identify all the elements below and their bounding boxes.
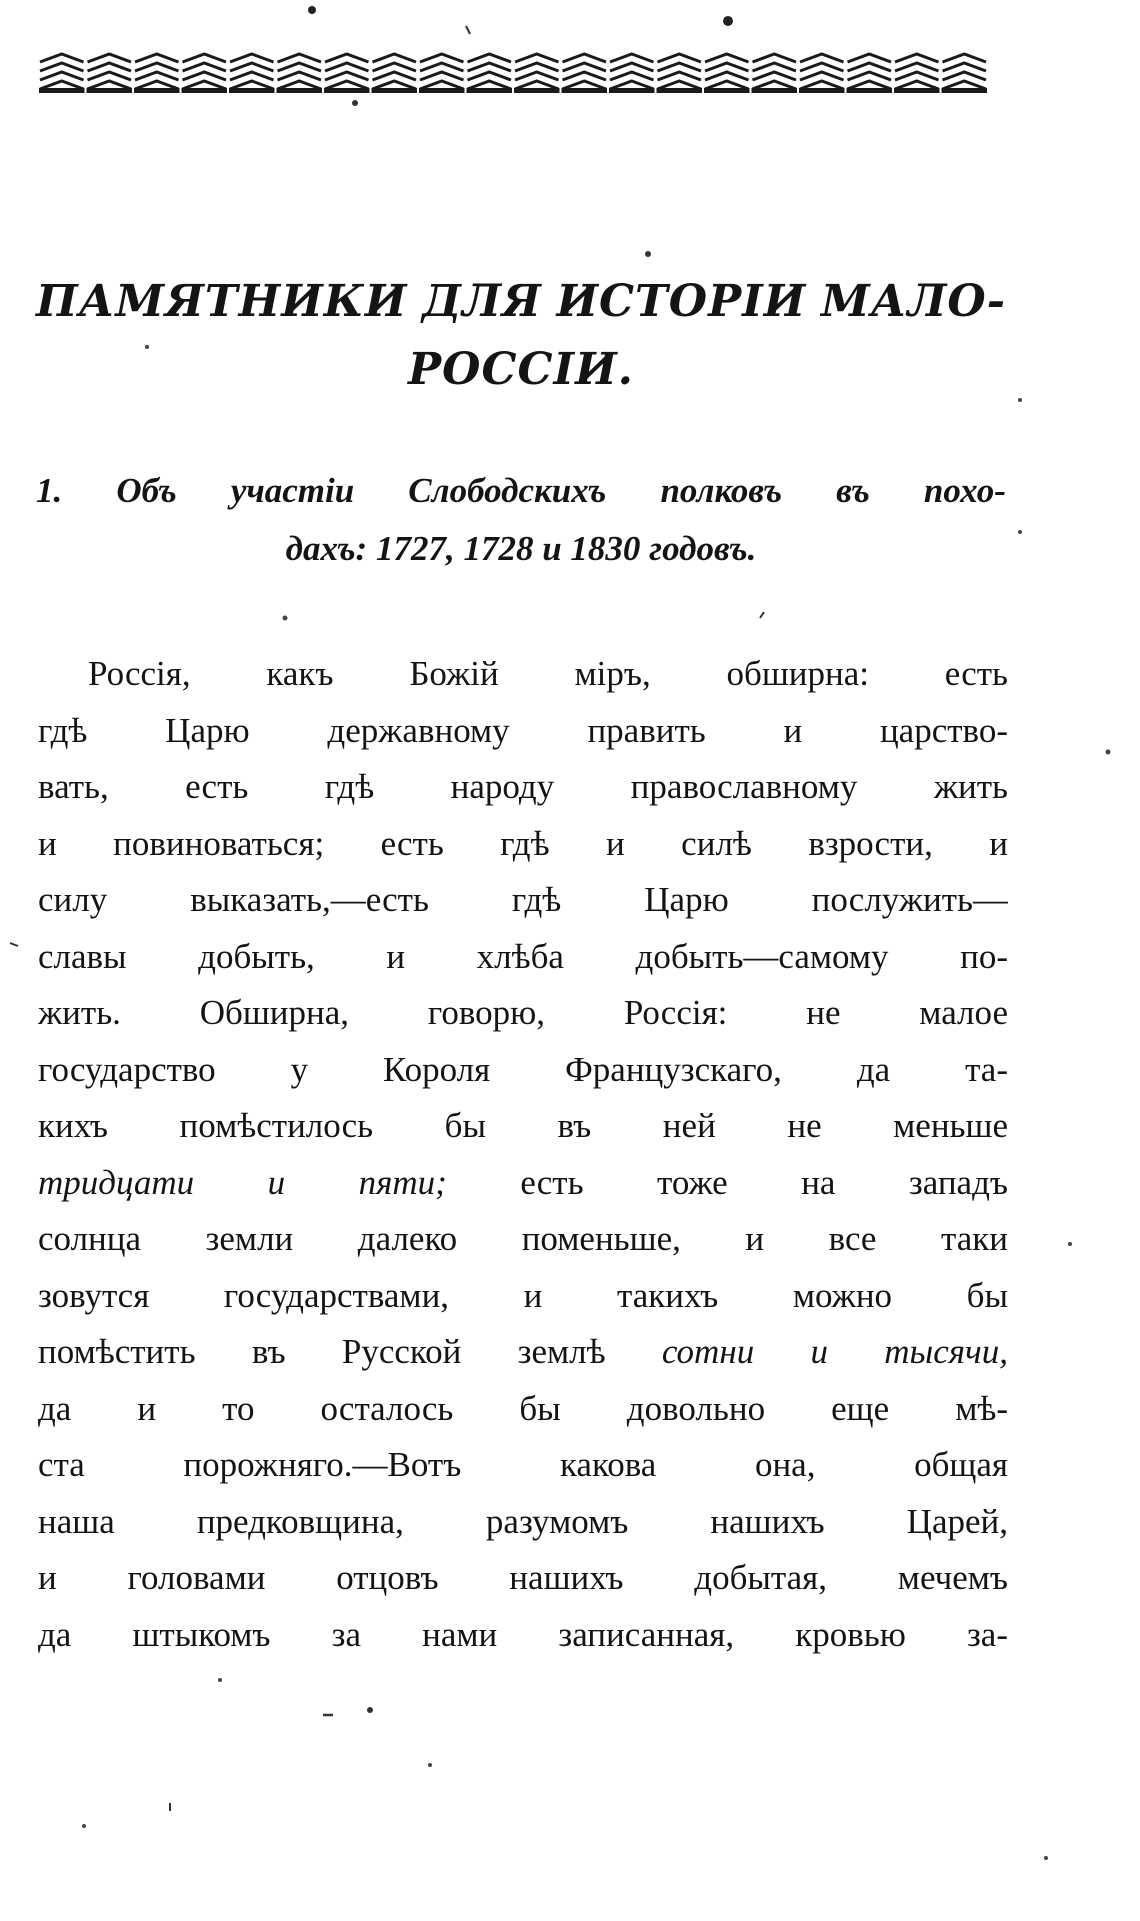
body-line-start: помѣстить въ Русской землѣ <box>38 1332 606 1371</box>
ornament-motif <box>324 54 370 93</box>
body-line: солнца земли далеко поменьше, и все таки <box>38 1219 1008 1258</box>
section-heading-word: похо- <box>923 471 1006 510</box>
ornament-motif <box>562 54 608 93</box>
section-heading-line-2: дахъ: 1727, 1728 и 1830 годовъ. <box>285 529 757 568</box>
ornament-motif <box>467 54 513 93</box>
ornament-band <box>38 48 988 96</box>
body-line-mixed <box>38 1155 1008 1212</box>
ornament-motif <box>657 54 703 93</box>
ornament-motif <box>87 54 133 93</box>
ornament-motif <box>134 54 180 93</box>
body-line: да штыкомъ за нами записанная, кровью за- <box>38 1614 1008 1654</box>
body-line: и головами отцовъ нашихъ добытая, мечемъ <box>38 1558 1008 1597</box>
section-heading-word: Объ <box>116 471 177 510</box>
ornament-motif <box>39 54 85 93</box>
ornament-motif <box>514 54 560 93</box>
ornament-motif <box>419 54 465 93</box>
ornament-motif <box>799 54 845 93</box>
body-line: жить. Обширна, говорю, Россія: не малое <box>38 993 1008 1032</box>
ornament-motif <box>182 54 228 93</box>
title-word: ДЛЯ <box>422 276 542 327</box>
body-line: зовутся государствами, и такихъ можно бы <box>38 1275 1008 1315</box>
ornament-motif <box>704 54 750 93</box>
page-title <box>36 268 1006 404</box>
section-heading-word: полковъ <box>660 471 783 510</box>
section-heading-word: 1. <box>36 471 63 510</box>
header-ornament <box>38 48 988 96</box>
body-line: славы добыть, и хлѣба добыть—самому по- <box>38 936 1008 976</box>
body-line: гдѣ Царю державному править и царство- <box>38 710 1008 750</box>
ornament-motif <box>609 54 655 93</box>
ornament-motif <box>847 54 893 93</box>
italic-phrase: тридцати и пяти; <box>38 1162 447 1202</box>
body-line: вать, есть гдѣ народу православному жить <box>38 767 1008 806</box>
ornament-motif <box>372 54 418 93</box>
body-line: кихъ помѣстилось бы въ ней не меньше <box>38 1106 1008 1145</box>
body-line: ста порожняго.—Вотъ какова она, общая <box>38 1445 1008 1484</box>
body-line: и повиноваться; есть гдѣ и силѣ взрости, и <box>38 823 1008 863</box>
body-line: да и то осталось бы довольно еще мѣ- <box>38 1388 1008 1428</box>
section-heading-line-1 <box>36 462 1006 520</box>
ornament-motif <box>894 54 940 93</box>
title-word: ИСТОРІИ <box>556 276 807 327</box>
ornament-motif <box>277 54 323 93</box>
title-line-2: РОССІИ. <box>408 344 634 395</box>
section-heading-word: въ <box>836 471 870 510</box>
section-heading-word: участіи <box>230 471 355 510</box>
section-heading <box>36 462 1006 578</box>
ornament-motif <box>942 54 988 93</box>
title-word: МАЛО- <box>820 276 1006 327</box>
title-line-1 <box>36 268 1006 336</box>
ornament-motif <box>752 54 798 93</box>
title-word: ПАМЯТНИКИ <box>36 276 408 327</box>
body-line: государство у Короля Французскаго, да та- <box>38 1049 1008 1089</box>
body-line: силу выказать,—есть гдѣ Царю послужить— <box>38 880 1008 919</box>
body-line: Россія, какъ Божій міръ, обширна: есть <box>88 654 1008 693</box>
body-line: наша предковщина, разумомъ нашихъ Царей, <box>38 1501 1008 1541</box>
ornament-motif <box>229 54 275 93</box>
body-text <box>38 646 1008 1663</box>
section-heading-word: Слободскихъ <box>408 471 607 510</box>
italic-phrase: сотни и тысячи, <box>661 1332 1008 1371</box>
body-line-rest: есть тоже на западъ <box>520 1162 1008 1202</box>
body-line-mixed <box>38 1324 1008 1381</box>
